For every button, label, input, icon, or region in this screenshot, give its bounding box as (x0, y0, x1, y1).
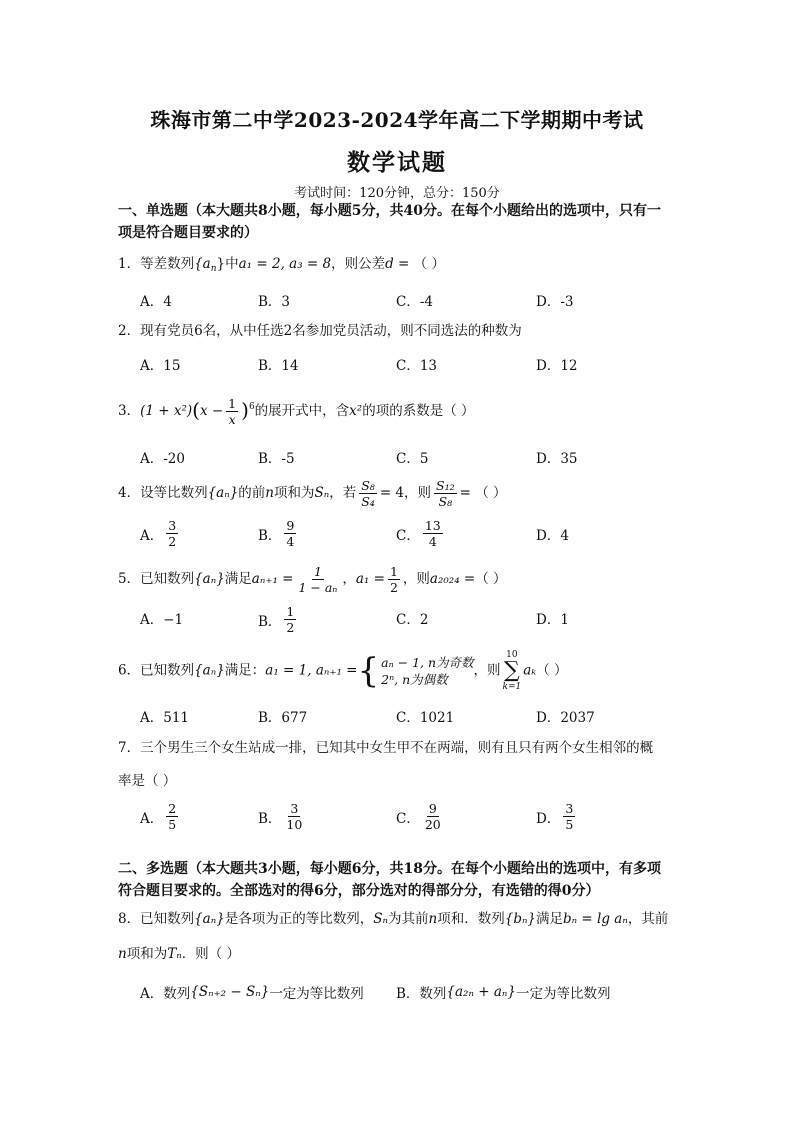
option-d[interactable]: D．1 (536, 612, 569, 628)
question-6-options (140, 706, 680, 732)
option-c[interactable]: C．-4 (396, 294, 433, 310)
option-d[interactable]: D．4 (536, 528, 569, 544)
option-a[interactable]: A．4 (140, 294, 172, 310)
exam-title: 珠海市第二中学2023-2024学年高二下学期期中考试 (150, 108, 644, 132)
option-b[interactable]: B．数列 {a₂ₙ + aₙ} 一定为等比数列 (396, 984, 611, 1002)
option-b[interactable]: B． $\frac{9}{4}$ (258, 518, 295, 549)
option-a[interactable]: A．511 (140, 710, 190, 726)
summation: 10 ∑ k=1 (502, 650, 522, 692)
question-8-line-2: n项和为Tₙ．则（ ） (118, 946, 240, 962)
question-6: 6．已知数列{aₙ}满足：a₁ = 1, aₙ₊₁ = { aₙ − 1, n为奇数 2ⁿ, n为偶数 ，则 10 ∑ k=1 aₖ（ ） (118, 650, 568, 692)
option-c[interactable]: C．13 (396, 358, 438, 374)
option-b[interactable]: B． $\frac{3}{10}$ (258, 801, 303, 832)
option-a[interactable]: A． $\frac{2}{5}$ (140, 801, 177, 832)
option-a[interactable]: A．数列 {Sₙ₊₂ − Sₙ} 一定为等比数列 (140, 984, 364, 1002)
question-3: 3．(1 + x²)(x − $\frac{1}{x}$ )$^6$的展开式中，含x²的项的系数是（ ） (118, 396, 475, 427)
section-1-line-2: 项是符合题目要求的） (118, 225, 258, 241)
exam-subtitle: 数学试题 (347, 149, 447, 176)
section-2-line-2: 符合题目要求的。全部选对的得6分，部分选对的得部分分，有选错的得0分） (118, 883, 600, 899)
option-b[interactable]: B．14 (258, 358, 299, 374)
question-8-options (140, 982, 680, 1008)
question-5: 5．已知数列{aₙ}满足aₙ₊₁ = $\frac{1}{\text{1 − aₙ}}$ ，a₁ = $\frac{1}{2}$ ，则a₂₀₂₄ =（ ） (118, 564, 507, 595)
question-2-options (140, 354, 680, 380)
fraction: $\frac{\text{S₁₂}}{\text{S₈}}$ (436, 478, 455, 509)
option-a[interactable]: A．15 (140, 358, 181, 374)
question-3-options (140, 447, 680, 473)
question-7-line-1: 7．三个男生三个女生站成一排，已知其中女生甲不在两端，则有且只有两个女生相邻的概 (118, 740, 654, 756)
option-a[interactable]: A． $\frac{3}{2}$ (140, 518, 177, 549)
section-2-heading (118, 858, 688, 902)
question-8-line-1: 8．已知数列{aₙ}是各项为正的等比数列，Sₙ为其前n项和．数列{bₙ}满足bₙ = lg aₙ，其前 (118, 911, 669, 927)
question-5-options (140, 604, 680, 635)
question-4-options (140, 518, 680, 549)
option-c[interactable]: C．5 (396, 451, 429, 467)
section-1-heading (118, 200, 688, 244)
fraction: $\frac{1}{x}$ (228, 396, 237, 427)
option-c[interactable]: C．1021 (396, 710, 455, 726)
option-d[interactable]: D． $\frac{3}{5}$ (536, 801, 574, 832)
option-a[interactable]: A．-20 (140, 451, 185, 467)
option-b[interactable]: B．677 (258, 710, 308, 726)
fraction: $\frac{\text{S₈}}{\text{S₄}}$ (361, 478, 375, 509)
section-1-line-1: 一、单选题（本大题共8小题，每小题5分，共40分。在每个小题给出的选项中，只有一 (118, 203, 661, 219)
option-d[interactable]: D．2037 (536, 710, 595, 726)
question-1-options (140, 290, 680, 316)
question-7-line-2: 率是（ ） (118, 773, 177, 789)
option-a[interactable]: A．−1 (140, 612, 184, 628)
option-c[interactable]: C．2 (396, 612, 429, 628)
exam-info: 考试时间：120分钟，总分：150分 (294, 186, 500, 201)
option-c[interactable]: C． $\frac{9}{20}$ (396, 801, 441, 832)
fraction: $\frac{1}{2}$ (389, 564, 398, 595)
fraction: $\frac{1}{\text{1 − aₙ}}$ (298, 564, 338, 595)
option-c[interactable]: C． $\frac{13}{4}$ (396, 518, 441, 549)
option-b[interactable]: B． $\frac{1}{2}$ (258, 604, 295, 635)
option-b[interactable]: B．3 (258, 294, 291, 310)
question-2: 2．现有党员6名，从中任选2名参加党员活动，则不同选法的种数为 (118, 323, 522, 339)
option-d[interactable]: D．12 (536, 358, 578, 374)
piecewise-definition: { aₙ − 1, n为奇数 2ⁿ, n为偶数 (357, 651, 474, 691)
section-2-line-1: 二、多选题（本大题共3小题，每小题6分，共18分。在每个小题给出的选项中，有多项 (118, 861, 661, 877)
question-1: 1．等差数列$\{a_n\}$中a₁ = 2, a₃ = 8，则公差d = （ ） (118, 256, 445, 274)
question-4: 4．设等比数列{aₙ}的前n项和为Sₙ，若 $\frac{\text{S₈}}{\text{S₄}}$ = 4，则 $\frac{\text{S₁₂}}{\text{S₈}}$ = （ ） (118, 478, 507, 509)
option-d[interactable]: D．-3 (536, 294, 574, 310)
option-b[interactable]: B．-5 (258, 451, 295, 467)
question-7-options (140, 801, 680, 832)
option-d[interactable]: D．35 (536, 451, 578, 467)
